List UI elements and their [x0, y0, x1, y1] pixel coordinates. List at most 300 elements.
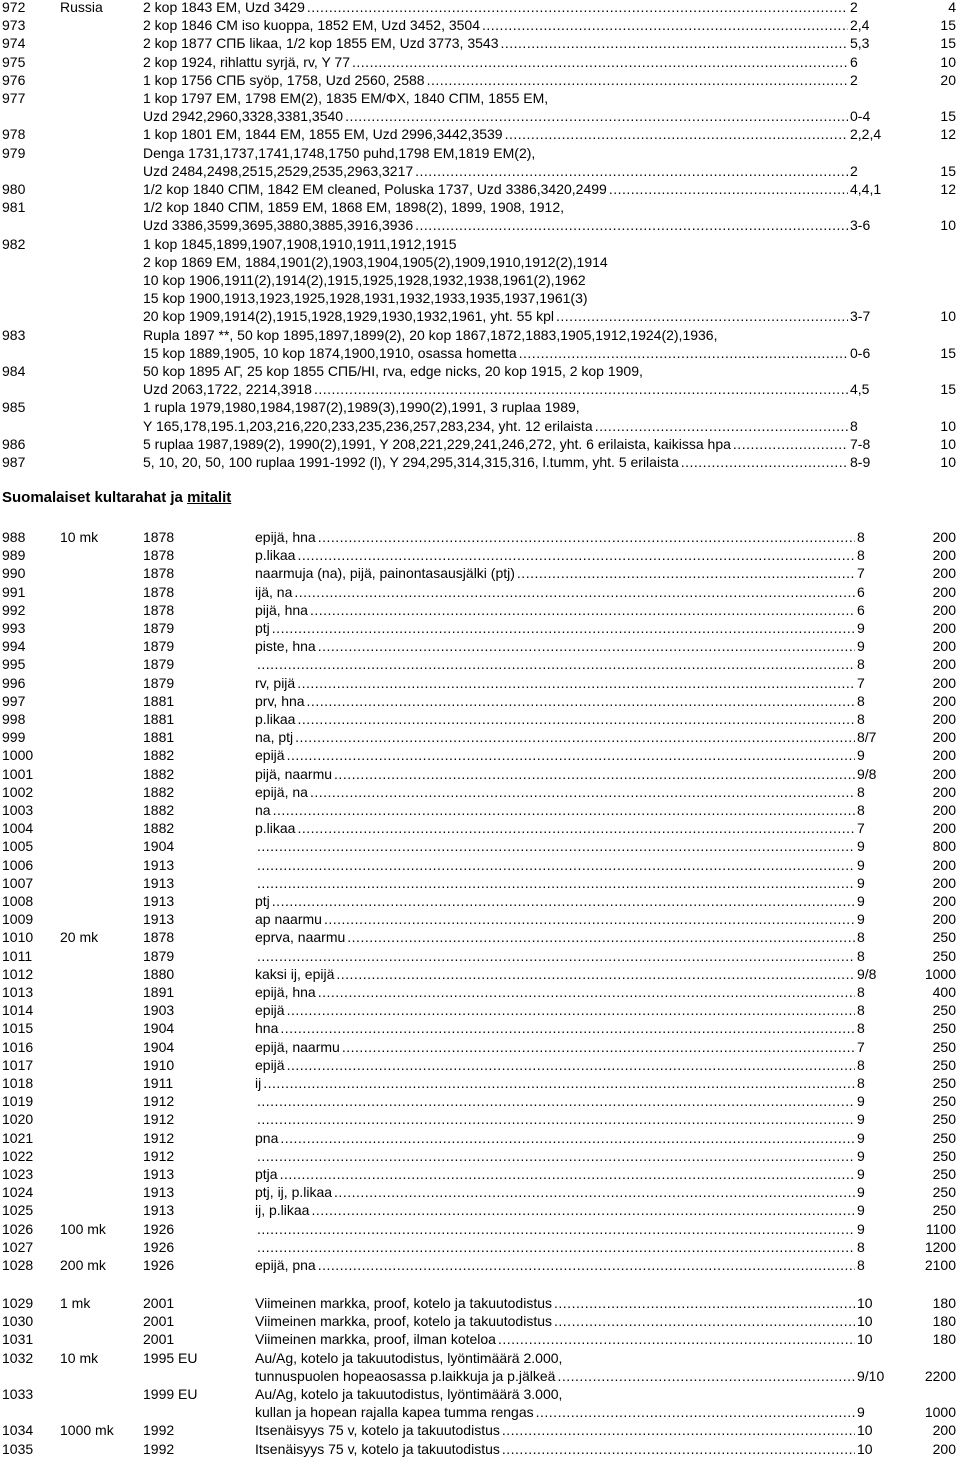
lot-grade: 7	[857, 1038, 865, 1055]
lot-grade: 9/8	[857, 965, 877, 982]
lot-grade: 8-9	[850, 454, 871, 470]
dot-leader	[415, 162, 848, 180]
lot-number: 975	[2, 53, 26, 70]
lot-row-1027	[0, 1238, 960, 1256]
lot-price: 15	[940, 162, 956, 179]
lot-year: 1913	[143, 856, 175, 873]
lot-year: 1879	[143, 656, 175, 673]
lot-grade: 9	[857, 1220, 865, 1237]
lot-price: 4	[948, 0, 956, 15]
lot-price: 10	[940, 435, 956, 452]
lot-description-cont	[143, 344, 848, 362]
lot-description	[143, 71, 848, 89]
lot-description	[255, 947, 855, 965]
dot-leader	[287, 1001, 855, 1019]
lot-description: 1 kop 1845,1899,1907,1908,1910,1911,1912,1915	[143, 235, 457, 252]
lot-row-1031	[0, 1330, 960, 1348]
lot-description	[255, 965, 855, 983]
lot-grade: 9	[857, 893, 865, 909]
lot-grade: 8	[857, 947, 865, 964]
lot-description-text: ij	[255, 1075, 262, 1091]
lot-row-1028	[0, 1256, 960, 1274]
lot-price: 200	[932, 765, 956, 782]
lot-price: 200	[932, 656, 956, 673]
lot-grade: 9	[857, 1166, 865, 1182]
lot-line	[0, 216, 960, 234]
lot-description-cont	[143, 307, 848, 325]
lot-price: 12	[940, 126, 956, 143]
lot-description	[255, 619, 855, 637]
lot-grade: 6	[857, 601, 865, 618]
lot-grade: 8	[857, 711, 865, 727]
lot-price: 15	[940, 17, 956, 34]
lot-year: 1999 EU	[143, 1386, 198, 1402]
dot-leader	[263, 1074, 855, 1092]
lot-row-999	[0, 728, 960, 746]
lot-description-text: Viimeinen markka, proof, kotelo ja takuutodistus	[255, 1313, 553, 1330]
dot-leader	[257, 837, 855, 855]
lot-year: 1879	[143, 947, 175, 964]
lot-denomination: 1000 mk	[60, 1422, 114, 1439]
dot-leader	[273, 801, 855, 819]
lot-grade: 6	[850, 53, 858, 70]
lot-number: 1006	[2, 856, 34, 873]
lot-price: 1000	[924, 1404, 956, 1421]
lot-year: 2001	[143, 1331, 175, 1348]
lot-year: 1880	[143, 965, 175, 982]
dot-leader	[482, 16, 848, 34]
lot-number: 1007	[2, 874, 34, 891]
lot-number: 1025	[2, 1202, 34, 1219]
dot-leader	[500, 34, 848, 52]
lot-description	[255, 710, 855, 728]
dot-leader	[297, 710, 855, 728]
lot-year: 2001	[143, 1295, 175, 1311]
lot-year: 1926	[143, 1257, 175, 1273]
dot-leader	[347, 928, 855, 946]
lot-description	[255, 528, 855, 546]
lot-number: 987	[2, 454, 26, 470]
lot-description	[255, 1256, 855, 1274]
lot-description-text: na	[255, 802, 271, 818]
lot-description	[143, 0, 848, 16]
dot-leader	[681, 453, 848, 471]
lot-number: 995	[2, 656, 26, 673]
lot-price: 10	[940, 454, 956, 470]
lot-description-cont	[143, 216, 848, 234]
lot-price: 15	[940, 381, 956, 398]
lot-grade: 7	[857, 820, 865, 837]
lot-row-984	[0, 362, 960, 380]
lot-description	[143, 34, 848, 52]
dot-leader	[352, 53, 848, 71]
lot-line	[0, 344, 960, 362]
lot-number: 976	[2, 71, 26, 88]
lot-description-text: Itsenäisyys 75 v, kotelo ja takuutodistus	[255, 1440, 500, 1457]
lot-number: 1034	[2, 1422, 34, 1439]
lot-grade: 9	[857, 1111, 865, 1128]
lot-denomination: 20 mk	[60, 929, 99, 946]
lot-row-1006	[0, 856, 960, 874]
lot-description	[143, 453, 848, 471]
lot-description	[255, 583, 855, 601]
dot-leader	[297, 674, 855, 692]
lot-price: 10	[940, 308, 956, 325]
lot-price: 1000	[924, 965, 956, 982]
dot-leader	[502, 1440, 855, 1458]
dot-leader	[280, 1129, 855, 1147]
lot-grade: 2,4	[850, 17, 870, 34]
lot-row-972	[0, 0, 960, 16]
lot-grade: 3-6	[850, 217, 871, 234]
lot-grade: 9/10	[857, 1367, 885, 1384]
dot-leader	[318, 1256, 855, 1274]
lot-number: 972	[2, 0, 26, 15]
lot-description	[255, 1440, 855, 1458]
dot-leader	[345, 107, 848, 125]
lot-grade: 0-4	[850, 108, 871, 125]
dot-leader	[297, 819, 855, 837]
lot-price: 180	[932, 1295, 956, 1311]
lot-number: 1014	[2, 1002, 34, 1019]
dot-leader	[324, 910, 855, 928]
dot-leader	[505, 125, 848, 143]
dot-leader	[557, 1367, 855, 1385]
lot-description	[143, 180, 848, 198]
lot-year: 1878	[143, 547, 175, 564]
lot-number: 993	[2, 620, 26, 636]
lot-price: 250	[932, 1111, 956, 1128]
lot-price: 12	[940, 181, 956, 197]
lot-price: 200	[932, 601, 956, 618]
lot-grade: 8	[857, 929, 865, 946]
lot-price: 200	[932, 893, 956, 909]
lot-description-text: epijä, pna	[255, 1257, 316, 1273]
lot-description-text: na, ptj	[255, 729, 294, 746]
lot-grade: 9	[857, 1147, 865, 1164]
dot-leader	[287, 1056, 855, 1074]
lot-description-text: rv, pijä	[255, 674, 296, 691]
lot-description-text: epijä, naarmu	[255, 1038, 340, 1055]
lot-price: 200	[932, 692, 956, 709]
lot-number: 1015	[2, 1020, 34, 1037]
lot-description	[255, 765, 855, 783]
lot-row-974	[0, 34, 960, 52]
lot-description	[255, 1001, 855, 1019]
lot-grade: 10	[857, 1331, 873, 1348]
lot-number: 998	[2, 711, 26, 727]
lot-year: 1878	[143, 601, 175, 618]
lot-number: 1016	[2, 1038, 34, 1055]
lot-description	[255, 1220, 855, 1238]
lot-number: 1009	[2, 911, 34, 928]
lot-number: 1011	[2, 947, 33, 964]
lot-row-1021	[0, 1129, 960, 1147]
dot-leader	[257, 874, 855, 892]
lot-description	[255, 1074, 855, 1092]
lot-description	[255, 783, 855, 801]
lot-description-text: ptj	[255, 620, 270, 636]
lot-number: 1021	[2, 1129, 34, 1146]
lot-row-1022	[0, 1147, 960, 1165]
lot-grade: 8	[857, 656, 865, 673]
lot-number: 1018	[2, 1075, 34, 1091]
lot-row-989	[0, 546, 960, 564]
lot-year: 1881	[143, 711, 175, 727]
lot-description	[255, 564, 855, 582]
lot-year: 1904	[143, 838, 175, 855]
lot-row-1008	[0, 892, 960, 910]
lot-year: 1926	[143, 1220, 175, 1237]
lot-grade: 8	[857, 1238, 865, 1255]
lot-description-text: kaksi ij, epijä	[255, 965, 335, 982]
lot-price: 10	[940, 53, 956, 70]
dot-leader	[415, 216, 848, 234]
lot-row-1020	[0, 1110, 960, 1128]
lot-grade: 10	[857, 1440, 873, 1457]
lot-description	[255, 1330, 855, 1348]
lot-row-998	[0, 710, 960, 728]
lot-grade: 9	[857, 638, 865, 655]
lot-grade: 7-8	[850, 435, 871, 452]
lot-number: 1005	[2, 838, 34, 855]
lot-row-982	[0, 235, 960, 253]
lot-line	[0, 107, 960, 125]
lot-price: 250	[932, 1184, 956, 1201]
lot-description-text: ptj, ij, p.likaa	[255, 1184, 333, 1201]
lot-number: 1031	[2, 1331, 34, 1348]
lot-number: 1028	[2, 1257, 34, 1273]
lot-number: 986	[2, 435, 26, 452]
lot-description-cont	[143, 162, 848, 180]
lot-grade: 8	[850, 417, 858, 434]
dot-leader	[519, 344, 848, 362]
lot-number: 1027	[2, 1238, 34, 1255]
lot-description	[255, 1019, 855, 1037]
lot-description-text: ptj	[255, 893, 270, 909]
lot-number: 1012	[2, 965, 34, 982]
lot-year: 1913	[143, 911, 175, 928]
lot-description-text: epijä	[255, 1056, 285, 1073]
lot-description-text: Viimeinen markka, proof, ilman koteloa	[255, 1331, 496, 1348]
lot-number: 997	[2, 692, 26, 709]
lot-description-text: 2 kop 1843 EM, Uzd 3429	[143, 0, 305, 15]
lot-row-1017	[0, 1056, 960, 1074]
lot-price: 250	[932, 1093, 956, 1110]
lot-year: 1904	[143, 1038, 175, 1055]
dot-leader	[314, 380, 848, 398]
dot-leader	[280, 1019, 855, 1037]
lot-row-1023	[0, 1165, 960, 1183]
lot-grade: 9	[857, 1404, 865, 1421]
lot-row-973	[0, 16, 960, 34]
lot-description: Rupla 1897 **, 50 kop 1895,1897,1899(2), 20 kop 1867,1872,1883,1905,1912,1924(2),1936,	[143, 326, 718, 343]
lot-description-text: 1 kop 1801 EM, 1844 EM, 1855 EM, Uzd 2996,3442,3539	[143, 126, 503, 143]
lot-price: 15	[940, 344, 956, 361]
lot-price: 200	[932, 1422, 956, 1439]
lot-number: 978	[2, 126, 26, 143]
lot-description-text: naarmuja (na), pijä, painontasausjälki (ptj)	[255, 565, 515, 582]
lot-number: 979	[2, 144, 26, 161]
lot-denomination: 100 mk	[60, 1220, 106, 1237]
lot-year: 1881	[143, 729, 175, 746]
lot-denomination: 200 mk	[60, 1257, 106, 1273]
lot-grade: 8	[857, 692, 865, 709]
lot-description-text: p.likaa	[255, 820, 296, 837]
lot-row-975	[0, 53, 960, 71]
lot-row-980	[0, 180, 960, 198]
lot-description-cont	[255, 1367, 855, 1385]
lot-description	[255, 1038, 855, 1056]
lot-price: 250	[932, 1056, 956, 1073]
lot-year: 2001	[143, 1313, 175, 1330]
lot-grade: 9	[857, 620, 865, 636]
lot-number: 1022	[2, 1147, 34, 1164]
lot-description-text: ij, p.likaa	[255, 1202, 310, 1219]
lot-price: 400	[932, 984, 956, 1000]
lot-number: 988	[2, 529, 26, 545]
lot-description-text: 2 kop 1846 CM iso kuoppa, 1852 EM, Uzd 3452, 3504	[143, 17, 480, 34]
lot-description-text: pijä, naarmu	[255, 765, 333, 782]
lot-line	[0, 1403, 960, 1421]
lot-description-cont-text: 15 kop 1889,1905, 10 kop 1874,1900,1910, osassa hometta	[143, 344, 517, 361]
lot-number: 1019	[2, 1093, 34, 1110]
dot-leader	[295, 728, 855, 746]
lot-grade: 9	[857, 911, 865, 928]
lot-price: 250	[932, 1020, 956, 1037]
lot-row-1005	[0, 837, 960, 855]
lot-description: 1 kop 1797 EM, 1798 EM(2), 1835 EM/ФХ, 1840 СПМ, 1855 EM,	[143, 90, 549, 106]
dot-leader	[257, 856, 855, 874]
lot-description	[255, 892, 855, 910]
lot-row-988	[0, 528, 960, 546]
lot-description-text: hna	[255, 1020, 279, 1037]
dot-leader	[280, 1165, 855, 1183]
lot-price: 200	[932, 529, 956, 545]
lot-row-1002	[0, 783, 960, 801]
lot-year: 1913	[143, 893, 175, 909]
lot-row-1019	[0, 1092, 960, 1110]
lot-year: 1882	[143, 802, 175, 818]
lot-number: 980	[2, 181, 26, 197]
lot-grade: 8	[857, 1020, 865, 1037]
lot-price: 1100	[925, 1220, 956, 1237]
lot-grade: 9	[857, 874, 865, 891]
lot-row-1018	[0, 1074, 960, 1092]
lot-price: 250	[932, 1002, 956, 1019]
lot-price: 200	[932, 583, 956, 600]
lot-description-text: pna	[255, 1129, 279, 1146]
lot-row-1014	[0, 1001, 960, 1019]
lot-description-text: ijä, na	[255, 583, 293, 600]
lot-description	[255, 1147, 855, 1165]
lot-number: 1029	[2, 1295, 34, 1311]
lot-price: 200	[932, 783, 956, 800]
lot-year: 1881	[143, 692, 175, 709]
lot-row-1024	[0, 1183, 960, 1201]
lot-description-text: 5, 10, 20, 50, 100 ruplaa 1991-1992 (l), Y 294,295,314,315,316, l.tumm, yht. 5 erilaista	[143, 454, 679, 470]
lot-price: 200	[932, 547, 956, 564]
lot-year: 1878	[143, 565, 175, 582]
lot-grade: 10	[857, 1295, 873, 1311]
lot-grade: 8	[857, 1075, 865, 1091]
dot-leader	[310, 783, 855, 801]
lot-row-1007	[0, 874, 960, 892]
lot-row-981	[0, 198, 960, 216]
lot-grade: 8/7	[857, 729, 877, 746]
lot-grade: 10	[857, 1313, 873, 1330]
lot-description	[255, 910, 855, 928]
lot-description-cont-text: Uzd 2063,1722, 2214,3918	[143, 381, 312, 398]
lot-description-text: ptja	[255, 1166, 278, 1182]
lot-description	[255, 1238, 855, 1256]
lot-price: 250	[932, 1202, 956, 1219]
lot-row-1010	[0, 928, 960, 946]
lot-year: 1903	[143, 1002, 175, 1019]
lot-description-text: eprva, naarmu	[255, 929, 346, 946]
lot-price: 250	[932, 1129, 956, 1146]
dot-leader	[307, 692, 855, 710]
lot-price: 15	[940, 35, 956, 52]
dot-leader	[554, 1312, 855, 1330]
lot-description-text: epijä, na	[255, 783, 308, 800]
lot-grade: 7	[857, 674, 865, 691]
dot-leader	[536, 1403, 855, 1421]
lot-year: 1913	[143, 1184, 175, 1201]
lot-origin: Russia	[60, 0, 103, 15]
lot-price: 200	[932, 820, 956, 837]
lot-description-cont	[143, 417, 848, 435]
lot-description	[255, 1129, 855, 1147]
lot-price: 200	[932, 1440, 956, 1457]
lot-number: 1024	[2, 1184, 34, 1201]
lot-number: 1023	[2, 1166, 34, 1182]
lot-description-cont-text: Uzd 2942,2960,3328,3381,3540	[143, 108, 344, 125]
lot-price: 250	[932, 1147, 956, 1164]
lot-description-line: 10 kop 1906,1911(2),1914(2),1915,1925,1928,1932,1938,1961(2),1962	[143, 272, 586, 288]
lot-row-1034	[0, 1421, 960, 1439]
lot-row-987	[0, 453, 960, 471]
lot-price: 200	[932, 729, 956, 746]
lot-line	[0, 417, 960, 435]
dot-leader	[310, 601, 855, 619]
lot-description	[255, 1165, 855, 1183]
lot-price: 200	[932, 620, 956, 636]
lot-description-text: 2 kop 1924, rihlattu syrjä, rv, Y 77	[143, 53, 351, 70]
dot-leader	[498, 1330, 855, 1348]
dot-leader	[257, 1220, 855, 1238]
lot-description: 50 kop 1895 АГ, 25 kop 1855 СПБ/HI, rva, edge nicks, 20 kop 1915, 2 kop 1909,	[143, 363, 643, 379]
lot-number: 1035	[2, 1440, 34, 1457]
lot-description: 1/2 kop 1840 СПМ, 1859 EM, 1868 EM, 1898(2), 1899, 1908, 1912,	[143, 199, 565, 216]
lot-description-text: 1/2 kop 1840 СПМ, 1842 EM cleaned, Poluska 1737, Uzd 3386,3420,2499	[143, 181, 607, 197]
lot-year: 1913	[143, 1202, 175, 1219]
lot-description	[255, 1312, 855, 1330]
lot-row-1029	[0, 1294, 960, 1312]
lot-price: 200	[932, 856, 956, 873]
dot-leader	[733, 435, 848, 453]
lot-line	[0, 1367, 960, 1385]
lot-description: Denga 1731,1737,1741,1748,1750 puhd,1798 EM,1819 EM(2),	[143, 144, 536, 161]
lot-year: 1912	[143, 1093, 175, 1110]
dot-leader	[554, 1294, 855, 1312]
lot-grade: 8	[857, 529, 865, 545]
lot-number: 1030	[2, 1313, 34, 1330]
lot-row-976	[0, 71, 960, 89]
lot-grade: 4,4,1	[850, 181, 882, 197]
lot-row-978	[0, 125, 960, 143]
dot-leader	[257, 947, 855, 965]
